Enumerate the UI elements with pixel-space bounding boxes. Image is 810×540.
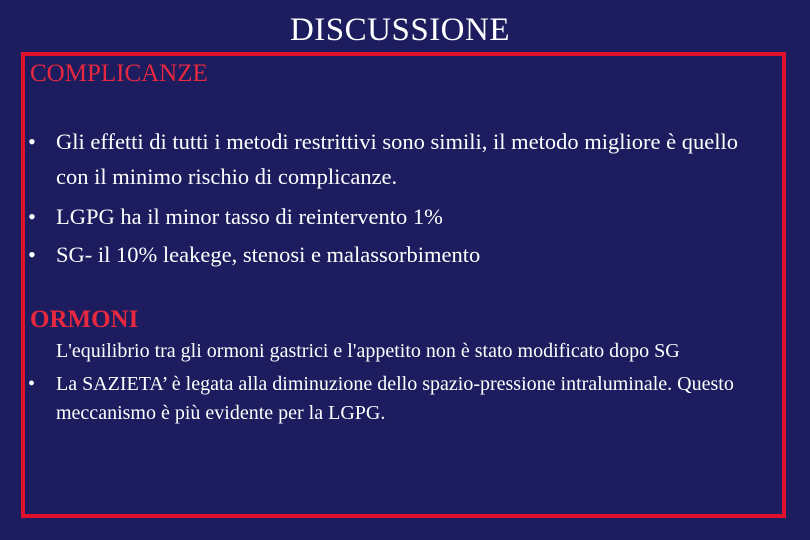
list-item bbox=[0, 370, 756, 428]
list-item bbox=[0, 337, 756, 366]
slide-title: DISCUSSIONE bbox=[289, 12, 511, 48]
content-frame bbox=[21, 52, 786, 518]
section-heading-ormoni: ORMONI bbox=[30, 306, 139, 333]
list-item bbox=[0, 124, 756, 194]
list-item bbox=[0, 237, 756, 272]
list-item-text: SG- il 10% leakege, stenosi e malassorbimento bbox=[56, 242, 481, 267]
list-item-text: Gli effetti di tutti i metodi restrittivi sono simili, il metodo migliore è quello con il minimo rischio di complicanze. bbox=[56, 129, 739, 189]
list-item bbox=[0, 199, 756, 234]
section-heading-complicanze: COMPLICANZE bbox=[30, 60, 208, 87]
list-item-text: L'equilibrio tra gli ormoni gastrici e l'appetito non è stato modificato dopo SG bbox=[56, 340, 680, 362]
ormoni-list bbox=[0, 337, 756, 428]
bullet-icon: • bbox=[28, 204, 36, 229]
complicanze-list bbox=[0, 124, 756, 277]
list-item-text: LGPG ha il minor tasso di reintervento 1% bbox=[56, 204, 443, 229]
bullet-icon: • bbox=[28, 242, 36, 267]
list-item-text: La SAZIETA’ è legata alla diminuzione dello spazio-pressione intraluminale. Questo meccanismo è più evidente per la LGPG. bbox=[56, 373, 734, 424]
bullet-icon: • bbox=[28, 129, 36, 154]
bullet-icon: • bbox=[28, 373, 36, 395]
